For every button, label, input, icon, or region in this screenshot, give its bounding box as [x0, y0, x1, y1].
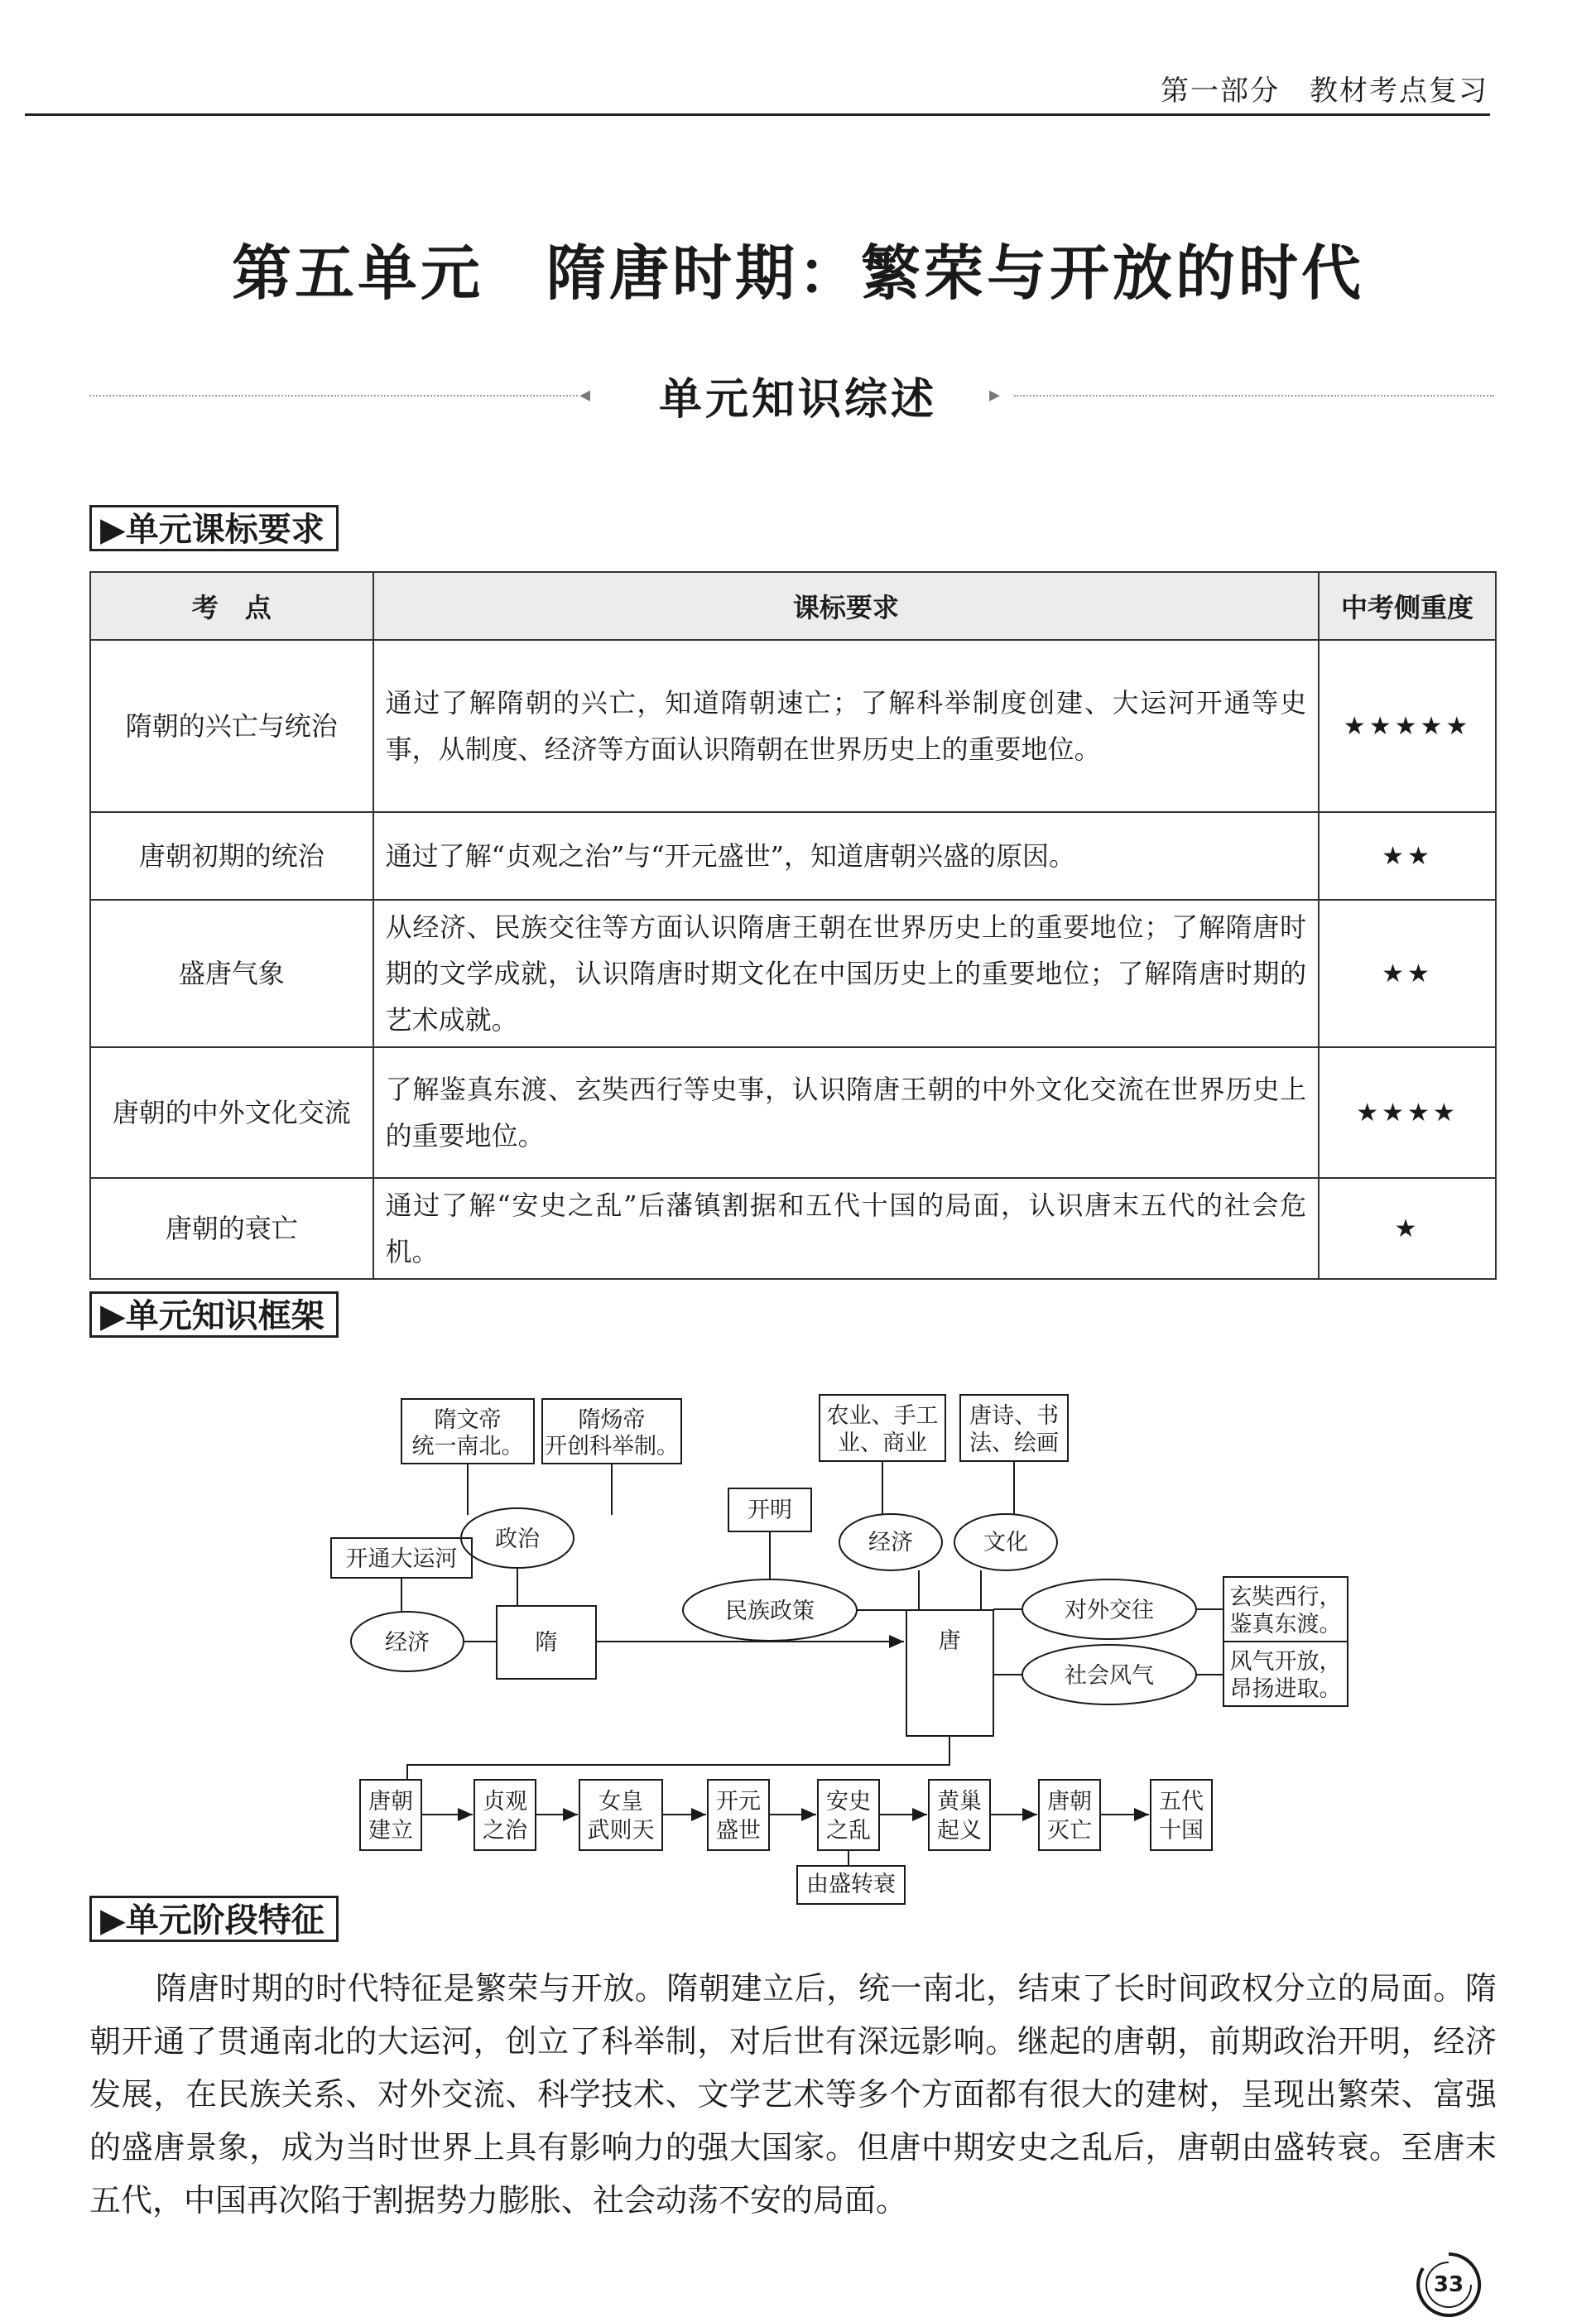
connector — [848, 1850, 849, 1865]
column-header-requirement: 课标要求 — [373, 572, 1320, 640]
cell-stars: ★ — [1319, 1178, 1496, 1279]
subtitle-rule-right — [1014, 395, 1494, 397]
page-title: 第五单元 隋唐时期：繁荣与开放的时代 — [231, 238, 1364, 308]
label-xuanzang-1: 玄奘西行， — [1229, 1584, 1342, 1610]
timeline-label: 灭亡 — [1047, 1818, 1092, 1844]
table-row — [90, 640, 1496, 812]
table-header-row — [90, 572, 1496, 640]
label-sui-emperor-wen-1: 隋文帝 — [434, 1407, 502, 1433]
section-label-framework: ▶单元知识框架 — [89, 1291, 339, 1338]
table-row — [90, 812, 1496, 900]
box-decline: 由盛转衰 — [796, 1865, 906, 1905]
label-economy-tang: 经济 — [868, 1530, 913, 1555]
cell-point: 唐朝的中外文化交流 — [90, 1047, 373, 1178]
timeline-label: 开元 — [716, 1789, 761, 1815]
label-sui: 隋 — [535, 1630, 558, 1656]
table-row — [90, 1047, 1496, 1178]
timeline-label: 盛世 — [716, 1818, 761, 1844]
cell-requirement: 通过了解隋朝的兴亡，知道隋朝速亡；了解科举制度创建、大运河开通等史事，从制度、经济等方面认识隋朝在世界历史上的重要地位。 — [373, 640, 1320, 812]
connector — [407, 1736, 949, 1780]
label-economy-sui: 经济 — [385, 1630, 430, 1656]
label-poetry-2: 法、绘画 — [969, 1430, 1059, 1456]
label-foreign-exchange: 对外交往 — [1065, 1598, 1154, 1623]
label-agriculture-1: 农业、手工 — [826, 1403, 939, 1429]
table-row — [90, 900, 1496, 1047]
column-header-point: 考 点 — [90, 572, 373, 640]
label-sui-emperor-yang-1: 隋炀帝 — [578, 1407, 646, 1433]
label-xuanzang-2: 鉴真东渡。 — [1229, 1612, 1342, 1637]
label-enlightened: 开明 — [748, 1498, 792, 1523]
timeline-label: 安史 — [826, 1789, 871, 1815]
cell-stars: ★★ — [1319, 812, 1496, 900]
cell-point: 唐朝的衰亡 — [90, 1178, 373, 1279]
cell-requirement: 通过了解“贞观之治”与“开元盛世”，知道唐朝兴盛的原因。 — [373, 812, 1320, 900]
cell-point: 唐朝初期的统治 — [90, 812, 373, 900]
timeline-label: 建立 — [368, 1818, 413, 1844]
paragraph-text: 隋唐时期的时代特征是繁荣与开放。隋朝建立后，统一南北，结束了长时间政权分立的局面。隋朝开通了贯通南北的大运河，创立了科举制，对后世有深远影响。继起的唐朝，前期政治开明，经济发展，在民族关系、对外交流、科学技术、文学艺术等多个方面都有很大的建树，呈现出繁荣、富强的盛唐景象，成为当时世界上具有影响力的强大国家。但唐中期安史之乱后，唐朝由盛转衰。至唐末五代，中国再次陷于割据势力膨胀、社会动荡不安的局面。 — [89, 1970, 1497, 2219]
label-sui-emperor-yang-2: 开创科举制。 — [545, 1434, 679, 1459]
header-rule — [25, 113, 1490, 116]
timeline-label: 之治 — [483, 1818, 527, 1844]
cell-stars: ★★★★★ — [1319, 640, 1496, 812]
ornament-left-icon: ◂ — [579, 382, 591, 407]
cell-requirement: 了解鉴真东渡、玄奘西行等史事，认识隋唐王朝的中外文化交流在世界历史上的重要地位。 — [373, 1047, 1320, 1178]
timeline-label: 起义 — [937, 1818, 982, 1844]
timeline-label: 唐朝 — [368, 1789, 413, 1815]
cell-stars: ★★★★ — [1319, 1047, 1496, 1178]
table-row — [90, 1178, 1496, 1279]
cell-requirement: 通过了解“安史之乱”后藩镇割据和五代十国的局面，认识唐末五代的社会危机。 — [373, 1178, 1320, 1279]
timeline-label: 贞观 — [483, 1789, 527, 1815]
label-culture: 文化 — [983, 1530, 1028, 1555]
timeline-label: 之乱 — [826, 1818, 871, 1844]
timeline-label: 十国 — [1159, 1818, 1204, 1844]
label-poetry-1: 唐诗、书 — [969, 1403, 1059, 1429]
timeline-label: 武则天 — [587, 1818, 655, 1844]
label-ethnic-policy: 民族政策 — [725, 1598, 815, 1624]
knowledge-framework-diagram — [306, 1391, 1382, 1879]
column-header-weight: 中考侧重度 — [1319, 572, 1496, 640]
label-politics: 政治 — [495, 1526, 540, 1552]
timeline-label: 黄巢 — [937, 1789, 982, 1815]
cell-requirement: 从经济、民族交往等方面认识隋唐王朝在世界历史上的重要地位；了解隋唐时期的文学成就，认识隋唐时期文化在中国历史上的重要地位；了解隋唐时期的艺术成就。 — [373, 900, 1320, 1047]
timeline-label: 五代 — [1159, 1789, 1204, 1815]
timeline-label: 女皇 — [598, 1789, 643, 1815]
cell-stars: ★★ — [1319, 900, 1496, 1047]
label-sui-emperor-wen-2: 统一南北。 — [411, 1434, 524, 1459]
label-social-custom: 社会风气 — [1065, 1663, 1154, 1689]
ornament-right-icon: ▸ — [989, 382, 1001, 407]
cell-point: 盛唐气象 — [90, 900, 373, 1047]
section-label-features: ▶单元阶段特征 — [89, 1896, 339, 1942]
page-number: 33 — [1433, 2272, 1464, 2297]
label-grand-canal: 开通大运河 — [345, 1546, 458, 1572]
subtitle: 单元知识综述 — [658, 374, 937, 425]
label-open-mind-2: 昂扬进取。 — [1229, 1676, 1342, 1702]
running-header: 第一部分 教材考点复习 — [1161, 75, 1488, 108]
label-tang: 唐 — [938, 1628, 961, 1654]
curriculum-table — [89, 571, 1497, 1280]
label-agriculture-2: 业、商业 — [838, 1430, 927, 1456]
page-number-badge — [1411, 2247, 1486, 2322]
section-label-curriculum: ▶单元课标要求 — [89, 505, 339, 551]
cell-point: 隋朝的兴亡与统治 — [90, 640, 373, 812]
stage-features-paragraph — [89, 1962, 1497, 2227]
timeline-label: 唐朝 — [1047, 1789, 1092, 1815]
label-open-mind-1: 风气开放， — [1229, 1649, 1342, 1675]
